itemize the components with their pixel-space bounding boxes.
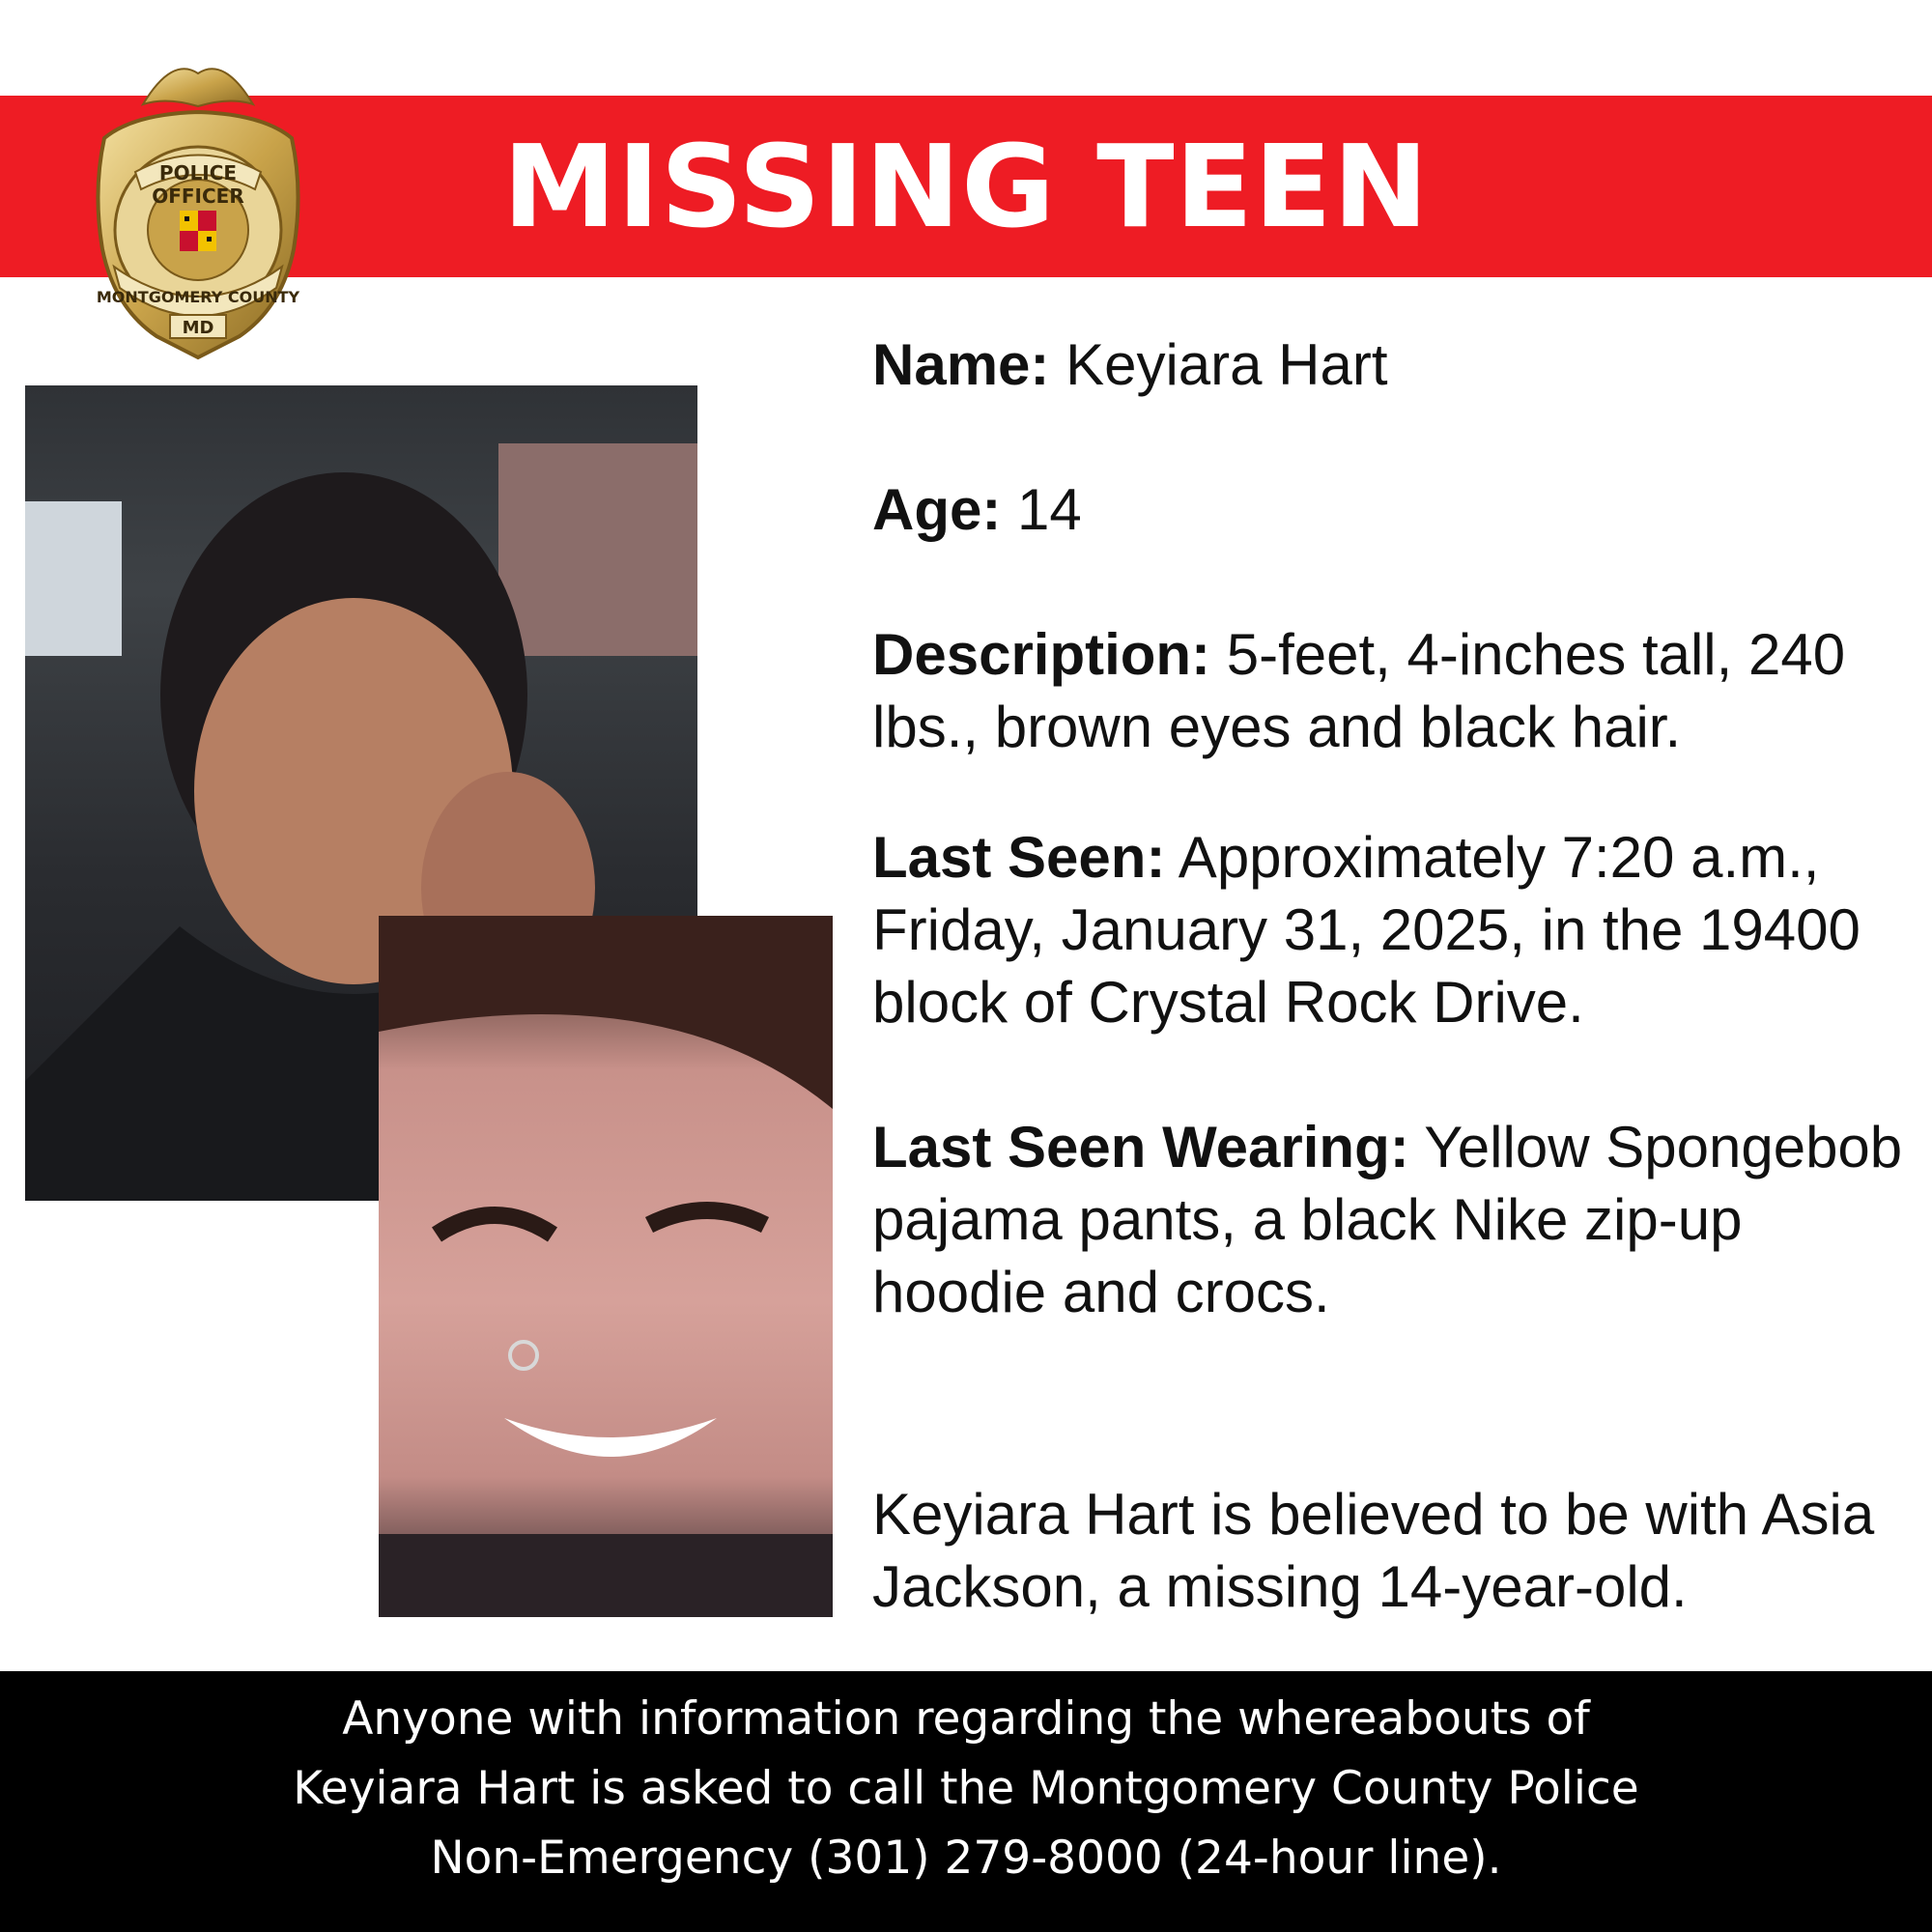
footer-line-3: Non-Emergency (301) 279-8000 (24-hour line). <box>430 1832 1502 1885</box>
page-title: MISSING TEEN <box>502 120 1430 253</box>
description-field: Description: 5-feet, 4-inches tall, 240 lbs., brown eyes and black hair. <box>872 622 1846 759</box>
svg-text:OFFICER: OFFICER <box>152 185 244 208</box>
footer-line-1: Anyone with information regarding the whereabouts of <box>342 1692 1590 1746</box>
missing-person-photo-2 <box>379 916 833 1617</box>
contact-footer <box>0 1671 1932 1932</box>
footer-text <box>145 1685 1787 1893</box>
last-seen-wearing-field: Last Seen Wearing: Yellow Spongebob pajama pants, a black Nike zip-up hoodie and crocs. <box>872 1115 1903 1324</box>
companion-note: Keyiara Hart is believed to be with Asia Jackson, a missing 14-year-old. <box>872 1482 1875 1619</box>
svg-text:MONTGOMERY COUNTY: MONTGOMERY COUNTY <box>96 288 300 306</box>
name-field: Name: Keyiara Hart <box>872 332 1388 397</box>
last-seen-field: Last Seen: Approximately 7:20 a.m., Friday, January 31, 2025, in the 19400 block of Crystal Rock Drive. <box>872 825 1861 1035</box>
svg-text:MD: MD <box>182 318 214 338</box>
footer-line-2: Keyiara Hart is asked to call the Montgomery County Police <box>293 1762 1639 1815</box>
age-field: Age: 14 <box>872 477 1082 542</box>
police-badge-logo <box>75 46 321 369</box>
svg-text:POLICE: POLICE <box>158 161 238 185</box>
